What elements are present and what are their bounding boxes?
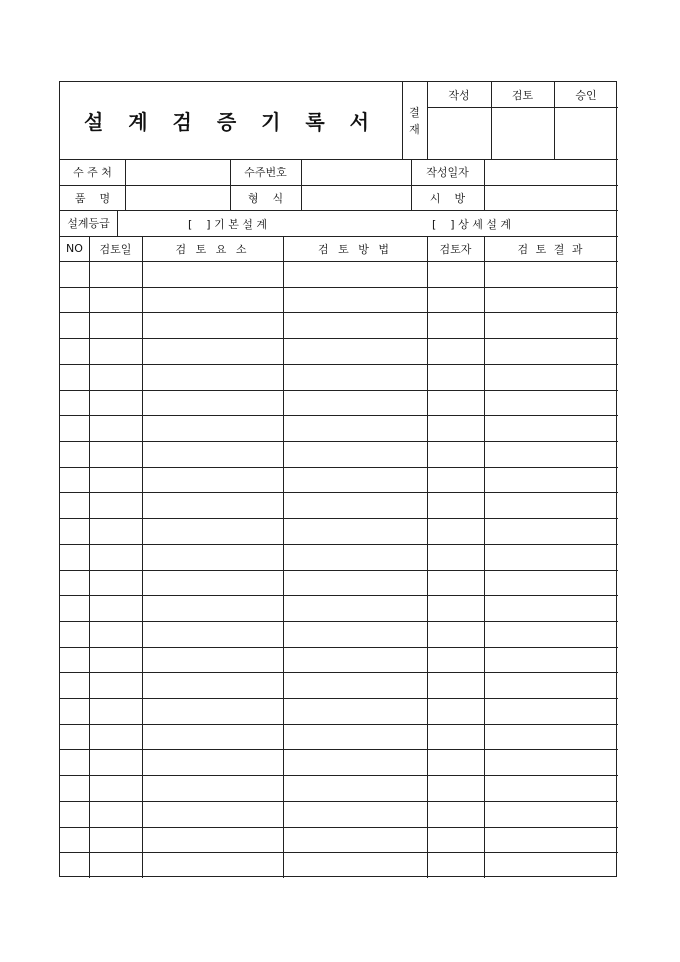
spec-label: 시 방 xyxy=(429,191,466,205)
table-row[interactable] xyxy=(60,338,618,364)
product-field[interactable] xyxy=(126,186,230,210)
table-row[interactable] xyxy=(60,261,618,287)
table-row[interactable] xyxy=(60,441,618,467)
table-row[interactable] xyxy=(60,390,618,416)
header-reviewer: 검토자 xyxy=(439,242,472,256)
design-grade-label: 설계등급 xyxy=(67,217,110,230)
design-verification-form xyxy=(59,81,617,877)
header-no: NO xyxy=(66,242,83,255)
divider xyxy=(60,210,618,211)
signature-box-approver[interactable] xyxy=(554,108,618,159)
table-row[interactable] xyxy=(60,415,618,441)
table-row[interactable] xyxy=(60,312,618,338)
approval-header-author: 작성 xyxy=(448,88,470,102)
table-row[interactable] xyxy=(60,570,618,596)
table-row[interactable] xyxy=(60,287,618,313)
table-row[interactable] xyxy=(60,492,618,518)
type-label: 형 식 xyxy=(247,191,284,205)
product-label: 품 명 xyxy=(74,191,111,205)
basic-design-option[interactable]: [ ] 기 본 설 계 xyxy=(188,217,268,231)
table-row[interactable] xyxy=(60,647,618,673)
table-row[interactable] xyxy=(60,364,618,390)
approval-label xyxy=(402,82,427,159)
approval-label-top: 결 xyxy=(409,105,420,119)
table-row[interactable] xyxy=(60,544,618,570)
table-row[interactable] xyxy=(60,621,618,647)
table-row[interactable] xyxy=(60,698,618,724)
table-row[interactable] xyxy=(60,775,618,801)
table-row[interactable] xyxy=(60,801,618,827)
header-review-result: 검 토 결 과 xyxy=(517,242,585,256)
table-row[interactable] xyxy=(60,827,618,853)
spec-field[interactable] xyxy=(485,186,618,210)
type-field[interactable] xyxy=(302,186,411,210)
header-review-method: 검 토 방 법 xyxy=(318,242,392,256)
approval-header-approver: 승인 xyxy=(575,88,597,102)
signature-box-author[interactable] xyxy=(427,108,491,159)
divider xyxy=(117,210,118,236)
table-row[interactable] xyxy=(60,852,618,878)
table-row[interactable] xyxy=(60,672,618,698)
date-label: 작성일자 xyxy=(426,166,469,179)
table-row[interactable] xyxy=(60,467,618,493)
order-number-label: 수주번호 xyxy=(244,166,287,179)
approval-header-reviewer: 검토 xyxy=(511,88,534,102)
form-title: 설 계 검 증 기 록 서 xyxy=(83,110,379,134)
header-review-item: 검 토 요 소 xyxy=(175,242,250,256)
header-review-date: 검토일 xyxy=(99,242,132,256)
date-field[interactable] xyxy=(485,160,618,185)
table-row[interactable] xyxy=(60,595,618,621)
approval-label-bottom: 재 xyxy=(409,122,420,136)
client-label: 수 주 처 xyxy=(73,166,112,179)
signature-box-reviewer[interactable] xyxy=(491,108,554,159)
order-number-field[interactable] xyxy=(302,160,411,185)
table-row[interactable] xyxy=(60,518,618,544)
client-field[interactable] xyxy=(126,160,230,185)
detail-design-option[interactable]: [ ] 상 세 설 계 xyxy=(432,217,512,231)
table-row[interactable] xyxy=(60,749,618,775)
table-row[interactable] xyxy=(60,724,618,750)
